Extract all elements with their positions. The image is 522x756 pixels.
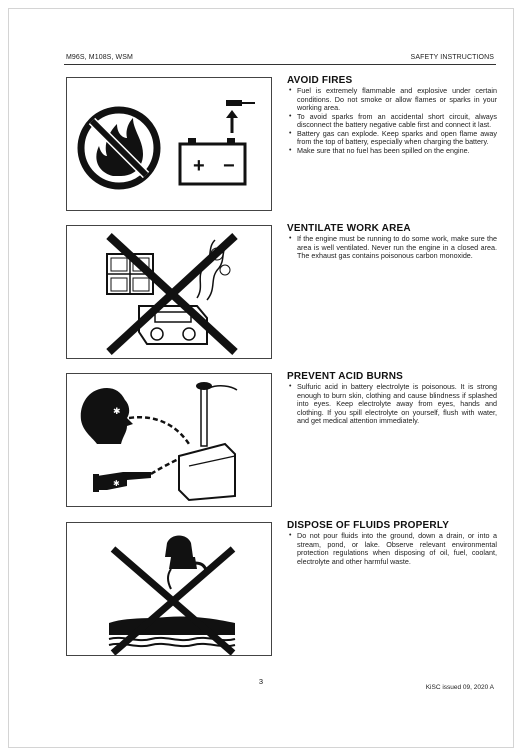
section-title: PREVENT ACID BURNS	[287, 371, 404, 382]
battery-minus-label: −	[223, 155, 235, 177]
ventilate-text	[287, 223, 497, 261]
avoid-fires-illustration	[66, 77, 272, 211]
arrow-up-icon	[226, 110, 238, 133]
issue-label: KiSC issued 09, 2020 A	[425, 684, 494, 691]
acid-burns-text	[287, 371, 497, 426]
acid-burns-illustration	[66, 373, 272, 507]
section-title: AVOID FIRES	[287, 75, 353, 86]
header-section-title: SAFETY INSTRUCTIONS	[410, 54, 494, 61]
bullet-item: • Fuel is extremely flammable and explosive under certain conditions. Do not smoke or allow flames or sparks in your working area.	[289, 86, 497, 112]
svg-text:✱: ✱	[113, 406, 121, 416]
page-number: 3	[258, 677, 264, 686]
svg-text:✱: ✱	[113, 479, 120, 488]
bullet-item: • To avoid sparks from an accidental short circuit, always disconnect the battery negative cable first and connect it last.	[289, 111, 497, 129]
bullet-item: • Do not pour fluids into the ground, down a drain, or into a stream, pond, or lake. Observe relevant environmental protection regulations when disposing of oil, fuel, coolant, electrolyte and other harmful waste.	[289, 531, 497, 566]
battery-icon	[180, 138, 245, 184]
dispose-fluids-text	[287, 520, 497, 566]
battery-plus-label: +	[193, 155, 205, 177]
cable-clamp-icon	[226, 100, 255, 106]
avoid-fires-text	[287, 75, 497, 155]
bullet-item: • If the engine must be running to do some work, make sure the area is well ventilated. Never run the engine in a closed area. The exhaust gas contains poisonous carbon monoxide.	[289, 234, 497, 260]
bullet-item: • Sulfuric acid in battery electrolyte is poisonous. It is strong enough to burn skin, clothing and cause blindness if splashed into eyes. Keep electrolyte away from eyes, hands and clothing. If you spill electrolyte on yourself, flush with water, and get medical attention immediately.	[289, 382, 497, 425]
header-divider	[64, 64, 496, 65]
section-title: DISPOSE OF FLUIDS PROPERLY	[287, 520, 450, 531]
section-title: VENTILATE WORK AREA	[287, 223, 411, 234]
face-profile-icon	[81, 388, 133, 444]
bullet-item: • Battery gas can explode. Keep sparks and open flame away from the top of battery, especially when charging the battery.	[289, 128, 497, 146]
no-fire-icon	[81, 110, 157, 186]
dispose-fluids-illustration	[66, 522, 272, 656]
ventilate-illustration	[66, 225, 272, 359]
hand-icon	[93, 472, 151, 492]
bullet-item: • Make sure that no fuel has been spilled on the engine.	[289, 145, 470, 155]
header-model: M96S, M108S, WSM	[66, 54, 133, 61]
